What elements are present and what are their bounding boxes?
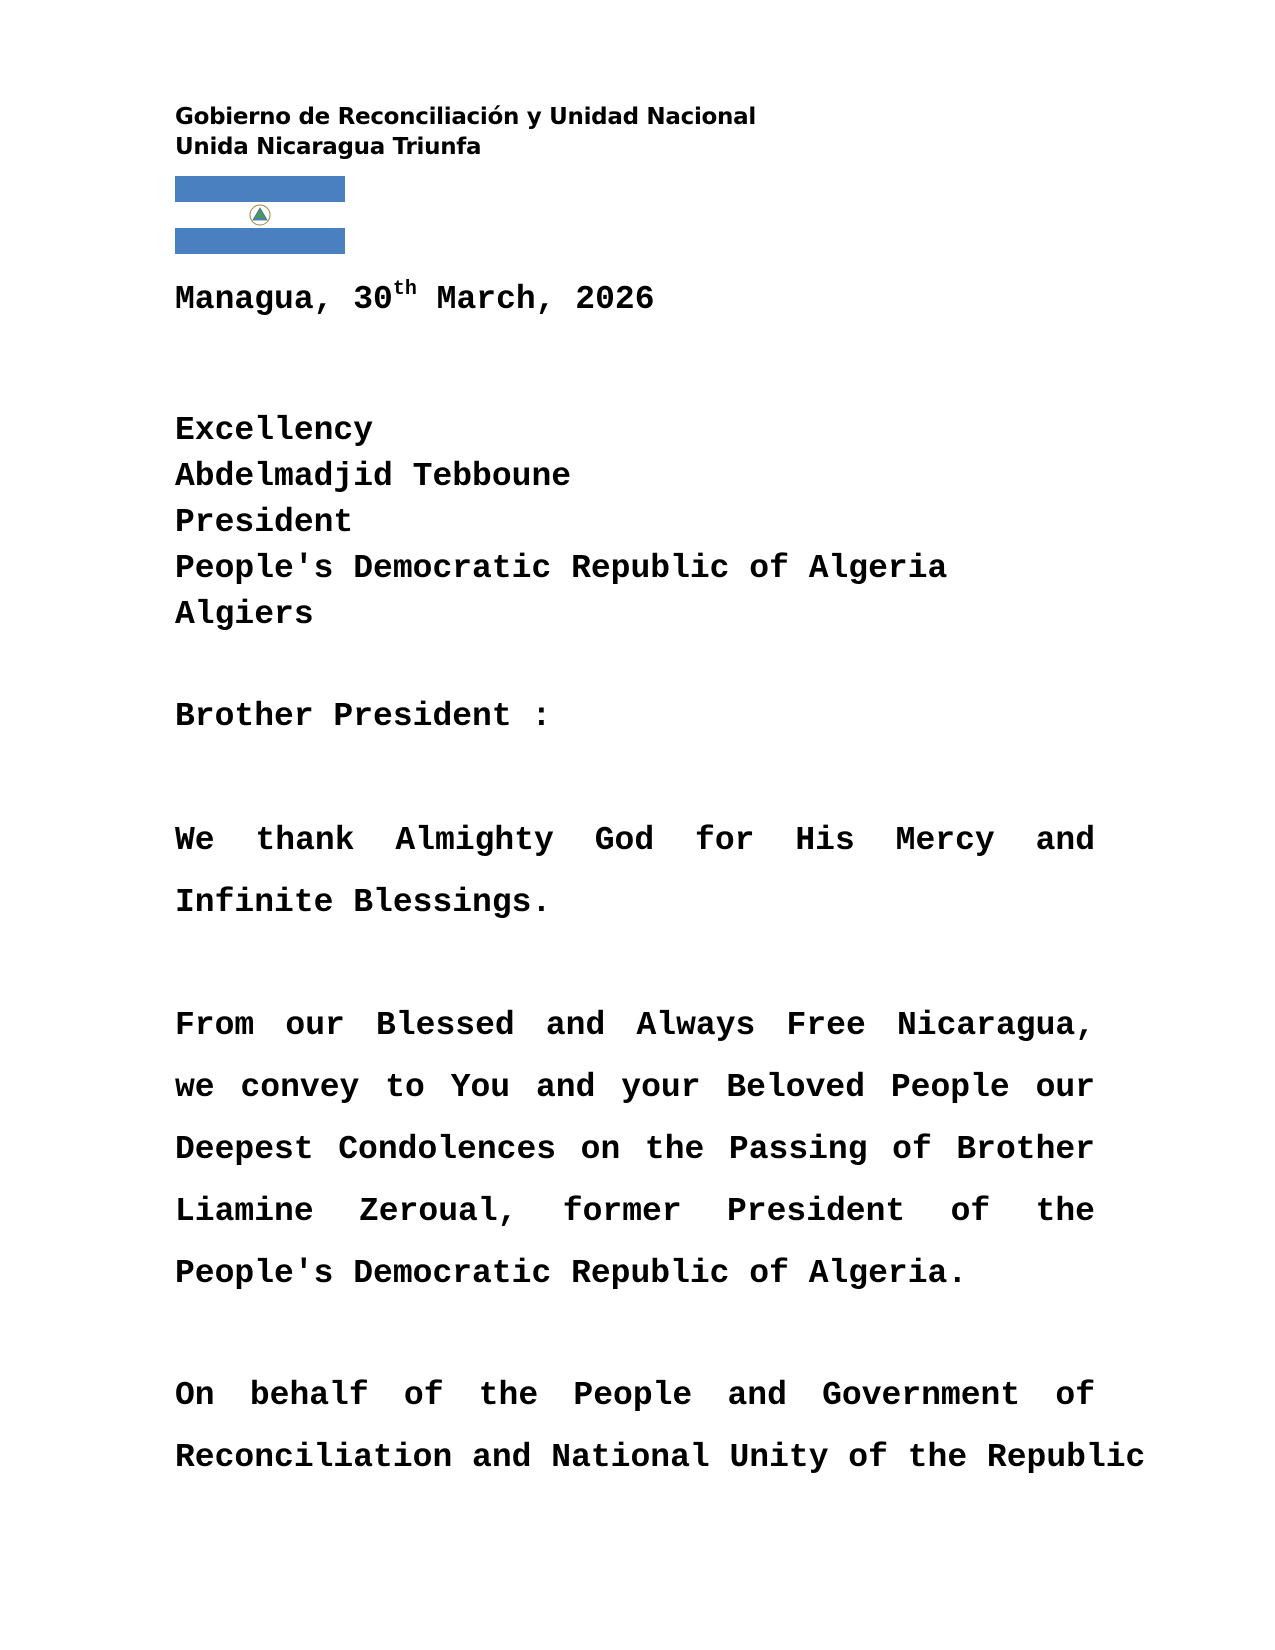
paragraph-line: we convey to You and your Beloved People our	[175, 1069, 1095, 1106]
letterhead-government-name: Gobierno de Reconciliación y Unidad Nacional	[175, 104, 756, 130]
paragraph-thanks	[175, 810, 1095, 934]
recipient-position: President	[175, 504, 354, 541]
paragraph-line: On behalf of the People and Government of	[175, 1377, 1095, 1414]
recipient-name: Abdelmadjid Tebboune	[175, 458, 572, 495]
paragraph-line: Deepest Condolences on the Passing of Brother	[175, 1131, 1095, 1168]
coat-of-arms-icon	[246, 204, 274, 226]
letterhead	[175, 102, 756, 162]
paragraph-condolences	[175, 995, 1095, 1305]
recipient-address	[175, 408, 947, 638]
paragraph-line: Liamine Zeroual, former President of the	[175, 1193, 1095, 1230]
paragraph-line: We thank Almighty God for His Mercy and	[175, 822, 1095, 859]
paragraph-on-behalf	[175, 1365, 1146, 1489]
letterhead-motto: Unida Nicaragua Triunfa	[175, 134, 482, 160]
paragraph-line: People's Democratic Republic of Algeria.	[175, 1255, 968, 1292]
recipient-country: People's Democratic Republic of Algeria	[175, 550, 948, 587]
date-ordinal: th	[392, 278, 417, 301]
recipient-city: Algiers	[175, 596, 314, 633]
flag-stripe-bottom	[175, 228, 345, 254]
flag-stripe-top	[175, 176, 345, 202]
paragraph-line: Infinite Blessings.	[175, 884, 552, 921]
salutation: Brother President :	[175, 698, 552, 735]
nicaragua-flag-icon	[175, 176, 345, 254]
date-month-year: March, 2026	[416, 281, 655, 318]
letter-date	[175, 280, 655, 320]
paragraph-line: Reconciliation and National Unity of the Republic	[175, 1439, 1146, 1476]
date-day: Managua, 30	[175, 281, 393, 318]
paragraph-line: From our Blessed and Always Free Nicaragua,	[175, 1007, 1095, 1044]
recipient-title: Excellency	[175, 412, 374, 449]
